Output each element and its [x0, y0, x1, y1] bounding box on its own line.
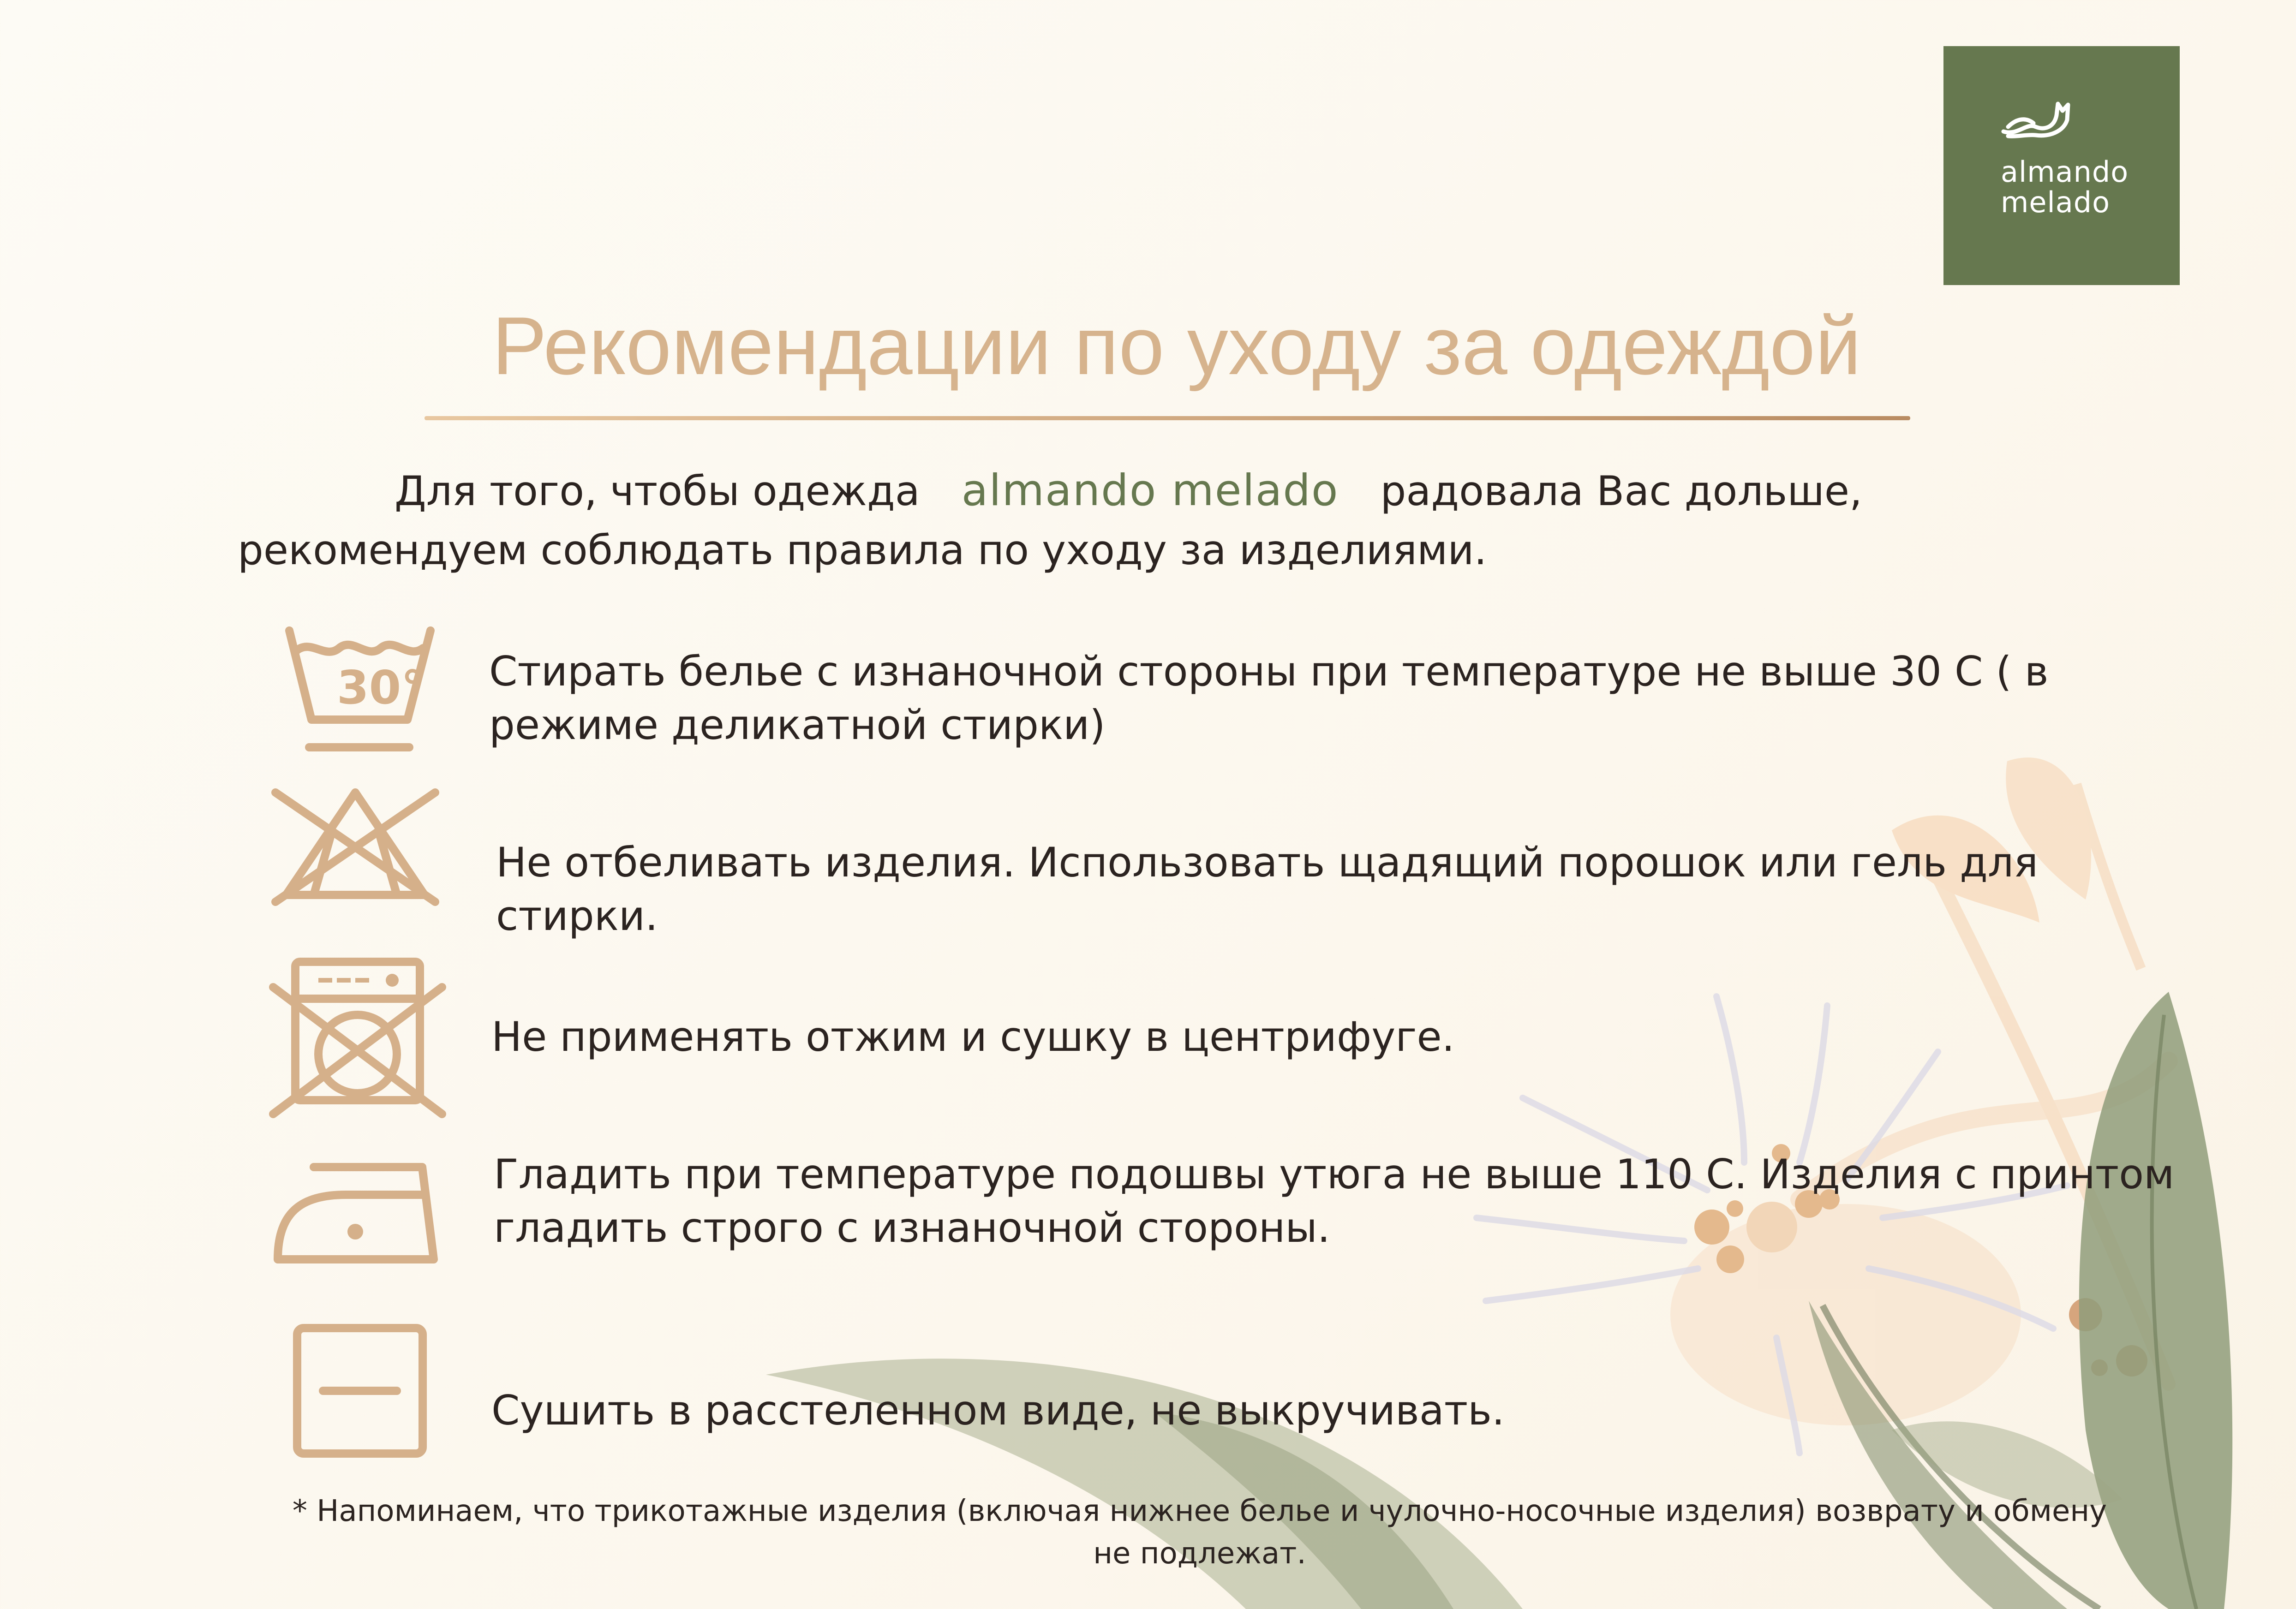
iron-low-icon	[272, 1158, 443, 1269]
wash-temperature-label: 30°	[337, 661, 425, 715]
logo-text-line1: almando	[2001, 155, 2129, 189]
intro-brand-name: almando melado	[961, 465, 1339, 516]
intro-before: Для того, чтобы одежда	[395, 467, 920, 515]
logo-text-line2: melado	[2001, 185, 2111, 219]
intro-paragraph	[238, 461, 2139, 580]
care-text-iron: Гладить при температуре подошвы утюга не выше 110 С. Изделия с принтом гладить строго с изнаночной стороны.	[494, 1150, 2175, 1251]
brand-logo	[1943, 46, 2180, 285]
no-tumble-dry-icon	[268, 953, 448, 1119]
title-divider	[425, 416, 1910, 420]
care-text-wash: Стирать белье с изнаночной стороны при температуре не выше 30 С ( в режиме деликатной стирки)	[489, 648, 2049, 749]
care-text-bleach: Не отбеливать изделия. Использовать щадящий порошок или гель для стирки.	[496, 839, 2039, 940]
no-bleach-icon	[270, 784, 441, 909]
cat-icon	[1999, 95, 2073, 145]
page-title: Рекомендации по уходу за одеждой	[492, 300, 1861, 392]
footnote: * Напоминаем, что трикотажные изделия (включая нижнее белье и чулочно-носочные изделия) возврату и обмену не подлежат.	[292, 1494, 2107, 1571]
dry-flat-icon	[291, 1322, 429, 1460]
intro-after: радовала Вас дольше, рекомендуем соблюдать правила по уходу за изделиями.	[238, 467, 1863, 574]
wash-30-icon	[284, 625, 441, 754]
care-text-dry: Сушить в расстеленном виде, не выкручивать.	[491, 1387, 1505, 1434]
care-text-spin: Не применять отжим и сушку в центрифуге.	[491, 1013, 1455, 1061]
